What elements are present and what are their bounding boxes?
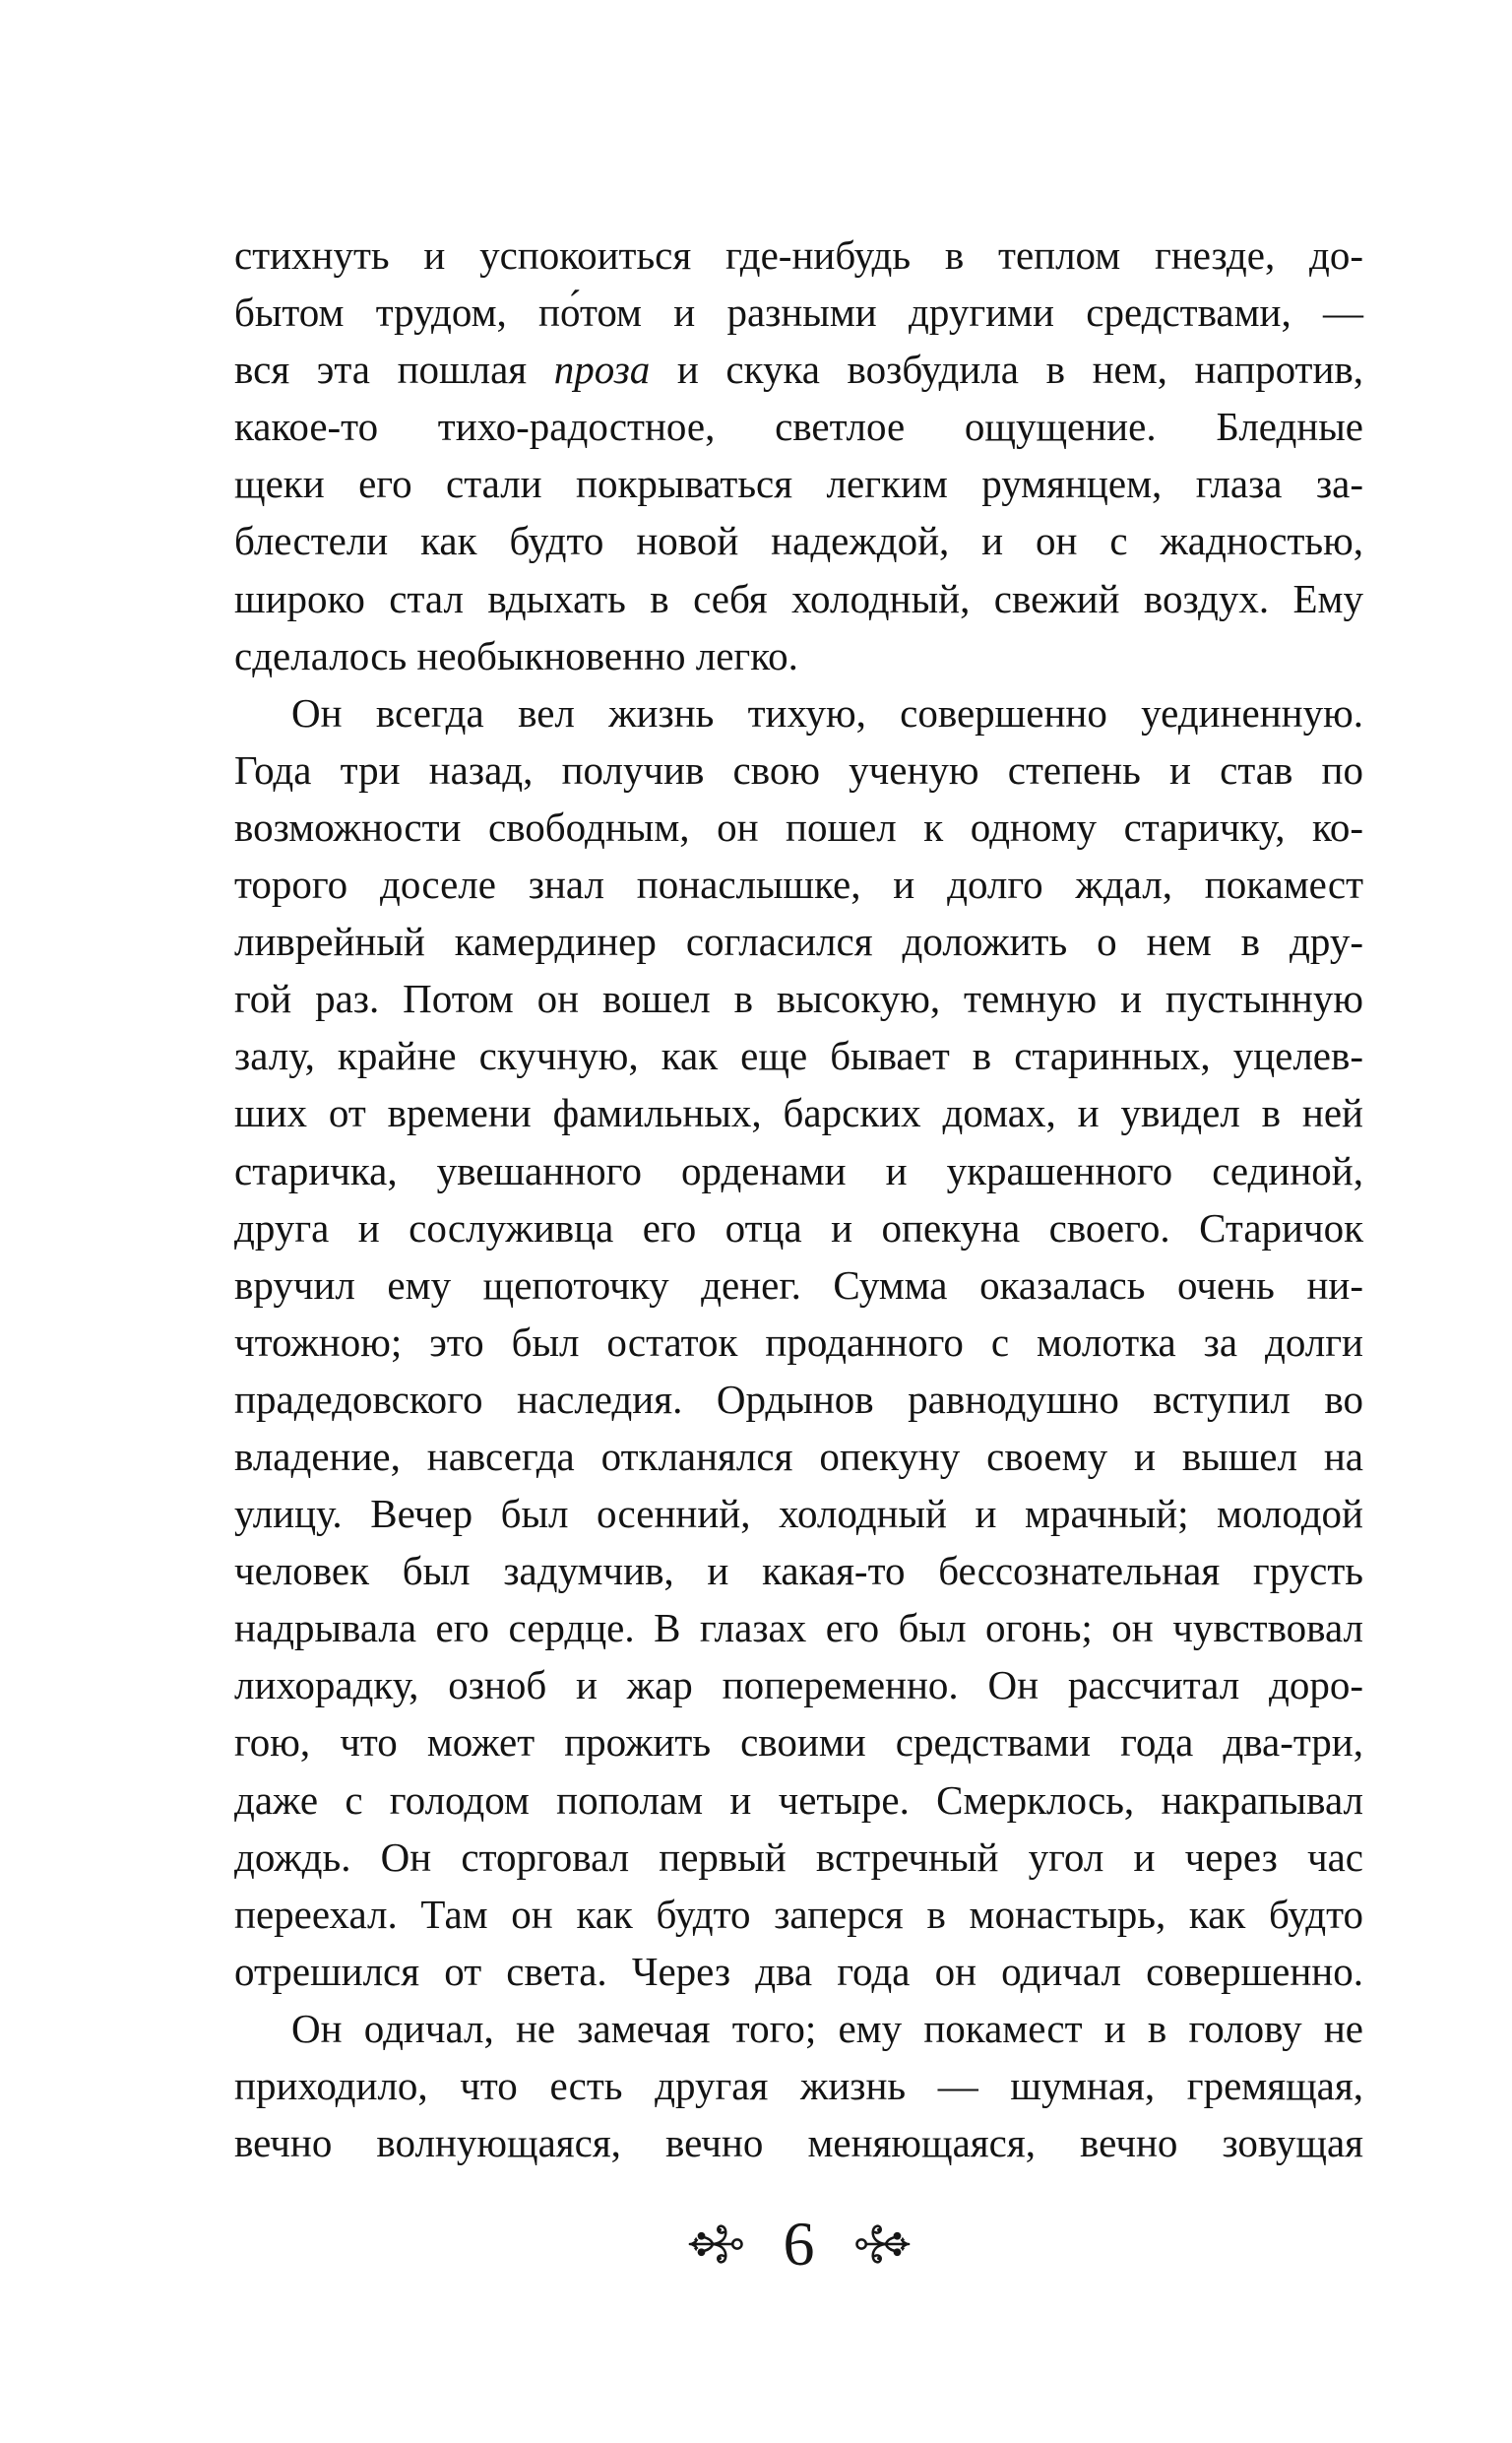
- text-line: старичка, увешанного орденами и украшенного сединой,: [234, 1147, 1363, 1193]
- text-line: гою, что может прожить своими средствами года два-три,: [234, 1719, 1363, 1766]
- text-line: надрывала его сердце. В глазах его был огонь; он чувствовал: [234, 1605, 1363, 1651]
- page-text-block: [234, 226, 1363, 2171]
- text-line: чтожною; это был остаток проданного с молотка за долги: [234, 1318, 1363, 1365]
- text-line: приходило, что есть другая жизнь — шумная, гремящая,: [234, 2063, 1363, 2108]
- text-segment: вся эта пошлая: [234, 347, 554, 393]
- text-line: ливрейный камердинер согласился доложить о нем в дру-: [234, 919, 1363, 965]
- text-line: щеки его стали покрываться легким румянцем, глаза за-: [234, 461, 1363, 507]
- italic-word: проза: [553, 347, 651, 393]
- text-line: прадедовского наследия. Ордынов равнодушно вступил во: [234, 1376, 1363, 1422]
- text-line: вручил ему щепоточку денег. Сумма оказалась очень ни-: [234, 1261, 1363, 1308]
- text-line: залу, крайне скучную, как еще бывает в старинных, уцелев-: [234, 1033, 1363, 1079]
- text-line: блестели как будто новой надеждой, и он с жадностью,: [234, 518, 1363, 564]
- page-number: 6: [783, 2209, 815, 2279]
- fleuron-icon: [850, 2216, 912, 2273]
- text-line: лихорадку, озноб и жар попеременно. Он рассчитал доро-: [234, 1662, 1363, 1708]
- text-line: отрешился от света. Через два года он одичал совершенно.: [234, 1948, 1363, 1994]
- text-line: вечно волнующаяся, вечно меняющаяся, вечно зовущая: [234, 2120, 1363, 2166]
- text-line: Он всегда вел жизнь тихую, совершенно уединенную.: [291, 689, 1363, 736]
- text-line: переехал. Там он как будто заперся в монастырь, как будто: [234, 1891, 1363, 1937]
- text-line: улицу. Вечер был осенний, холодный и мрачный; молодой: [234, 1491, 1363, 1537]
- text-line: торого доселе знал понаслышке, и долго ждал, покамест: [234, 862, 1363, 908]
- page-footer: [234, 2209, 1363, 2279]
- text-line: широко стал вдыхать в себя холодный, свежий воздух. Ему: [234, 575, 1363, 621]
- text-line: гой раз. Потом он вошел в высокую, темную и пустынную: [234, 976, 1363, 1022]
- text-line: какое-то тихо-радостное, светлое ощущение. Бледные: [234, 404, 1363, 450]
- text-line: человек был задумчив, и какая-то бессознательная грусть: [234, 1548, 1363, 1594]
- text-line: возможности свободным, он пошел к одному старичку, ко-: [234, 804, 1363, 850]
- text-line: Года три назад, получив свою ученую степень и став по: [234, 746, 1363, 793]
- text-line: даже с голодом пополам и четыре. Смерклось, накрапывал: [234, 1776, 1363, 1823]
- text-line: бытом трудом, по́том и разными другими средствами, —: [234, 289, 1363, 336]
- text-line: владение, навсегда откланялся опекуну своему и вышел на: [234, 1433, 1363, 1479]
- text-line: стихнуть и успокоиться где-нибудь в теплом гнезде, до-: [234, 232, 1363, 278]
- text-line: сделалось необыкновенно легко.: [234, 632, 798, 678]
- text-line: ших от времени фамильных, барских домах, и увидел в ней: [234, 1090, 1363, 1136]
- text-segment: и скука возбудила в нем, напротив,: [650, 347, 1363, 393]
- text-line: Он одичал, не замечая того; ему покамест и в голову не: [291, 2005, 1363, 2051]
- text-line: друга и сослуживца его отца и опекуна своего. Старичок: [234, 1204, 1363, 1251]
- text-line: [234, 341, 1363, 398]
- fleuron-icon: [687, 2216, 748, 2273]
- text-line: дождь. Он сторговал первый встречный угол и через час: [234, 1833, 1363, 1880]
